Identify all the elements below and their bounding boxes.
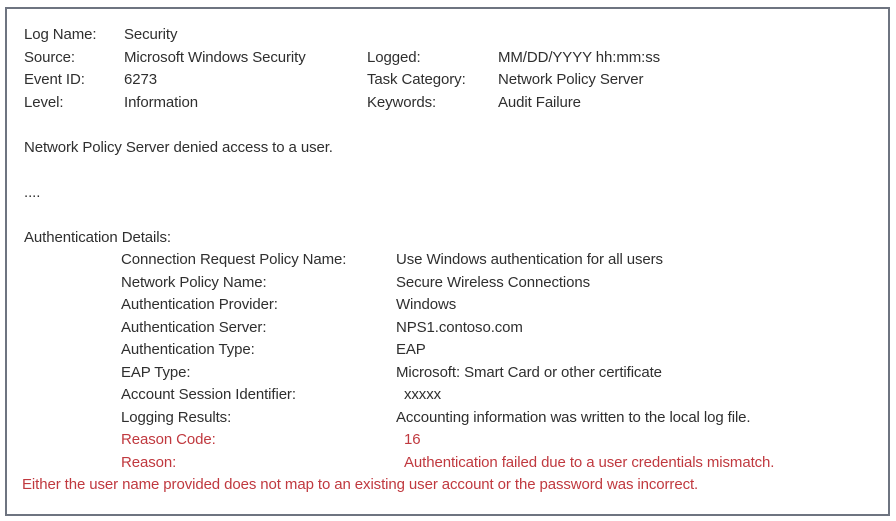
event-message: Network Policy Server denied access to a user.	[24, 138, 333, 156]
level-value: Information	[124, 93, 198, 111]
detail-label: Authentication Type:	[121, 341, 255, 358]
event-header	[24, 24, 878, 114]
indent-spacer	[24, 362, 121, 385]
indent-spacer	[24, 317, 121, 340]
blank-line	[24, 114, 878, 137]
task-category-value: Network Policy Server	[498, 71, 644, 88]
reason-footer-note: Either the user name provided does not map to an existing user account or the password was incorrect.	[22, 476, 699, 493]
detail-value: Accounting information was written to the local log file.	[396, 408, 751, 426]
detail-row-eap-type	[24, 362, 878, 385]
keywords-value: Audit Failure	[498, 93, 581, 111]
level-label: Level:	[24, 93, 64, 111]
log-name-value: Security	[124, 26, 178, 43]
indent-spacer	[24, 294, 121, 317]
detail-row-network-policy-name	[24, 272, 878, 295]
event-detail-frame	[5, 7, 890, 516]
blank-line	[24, 159, 878, 182]
authentication-details-heading: Authentication Details:	[24, 228, 171, 246]
source-label: Source:	[24, 48, 75, 66]
indent-spacer	[24, 407, 121, 430]
detail-row-authentication-type	[24, 339, 878, 362]
log-name-label: Log Name:	[24, 26, 97, 43]
detail-label: Authentication Provider:	[121, 296, 278, 313]
detail-row-logging-results	[24, 407, 878, 430]
detail-label: EAP Type:	[121, 363, 191, 381]
indent-spacer	[24, 429, 121, 452]
detail-row-authentication-provider	[24, 294, 878, 317]
header-row-level	[24, 92, 878, 115]
detail-label: Account Session Identifier:	[121, 386, 296, 403]
detail-value: Microsoft: Smart Card or other certificate	[396, 363, 662, 381]
detail-label: Network Policy Name:	[121, 273, 267, 291]
detail-row-reason-code	[24, 429, 878, 452]
detail-value: Secure Wireless Connections	[396, 273, 591, 291]
indent-spacer	[24, 452, 121, 475]
event-detail-content	[24, 24, 878, 497]
reason-value: Authentication failed due to a user credentials mismatch.	[404, 453, 775, 471]
indent-spacer	[24, 384, 121, 407]
header-row-source	[24, 47, 878, 70]
detail-label: Connection Request Policy Name:	[121, 251, 347, 268]
task-category-label: Task Category:	[367, 71, 466, 88]
detail-value: xxxxx	[404, 386, 442, 403]
header-empty-value	[498, 24, 878, 47]
detail-value: EAP	[396, 341, 426, 358]
detail-row-reason	[24, 452, 878, 475]
detail-value: NPS1.contoso.com	[396, 318, 523, 336]
detail-row-authentication-server	[24, 317, 878, 340]
logged-label: Logged:	[367, 48, 421, 66]
source-value: Microsoft Windows Security	[124, 48, 306, 66]
blank-line	[24, 204, 878, 227]
reason-label: Reason:	[121, 453, 177, 471]
indent-spacer	[24, 272, 121, 295]
detail-label: Authentication Server:	[121, 318, 267, 336]
indent-spacer	[24, 339, 121, 362]
indent-spacer	[24, 249, 121, 272]
header-empty-label	[367, 24, 498, 47]
logged-value: MM/DD/YYYY hh:mm:ss	[498, 48, 661, 66]
keywords-label: Keywords:	[367, 93, 437, 111]
event-id-value: 6273	[124, 71, 157, 88]
header-row-event-id	[24, 69, 878, 92]
event-id-label: Event ID:	[24, 71, 85, 88]
detail-row-connection-request-policy	[24, 249, 878, 272]
detail-value: Windows	[396, 296, 457, 313]
detail-row-account-session-identifier	[24, 384, 878, 407]
reason-code-value: 16	[404, 431, 421, 448]
detail-value: Use Windows authentication for all users	[396, 251, 663, 268]
detail-label: Logging Results:	[121, 408, 232, 426]
ellipsis-line: ....	[24, 183, 41, 201]
authentication-details-list	[24, 249, 878, 474]
header-row-log-name	[24, 24, 878, 47]
reason-code-label: Reason Code:	[121, 431, 216, 448]
